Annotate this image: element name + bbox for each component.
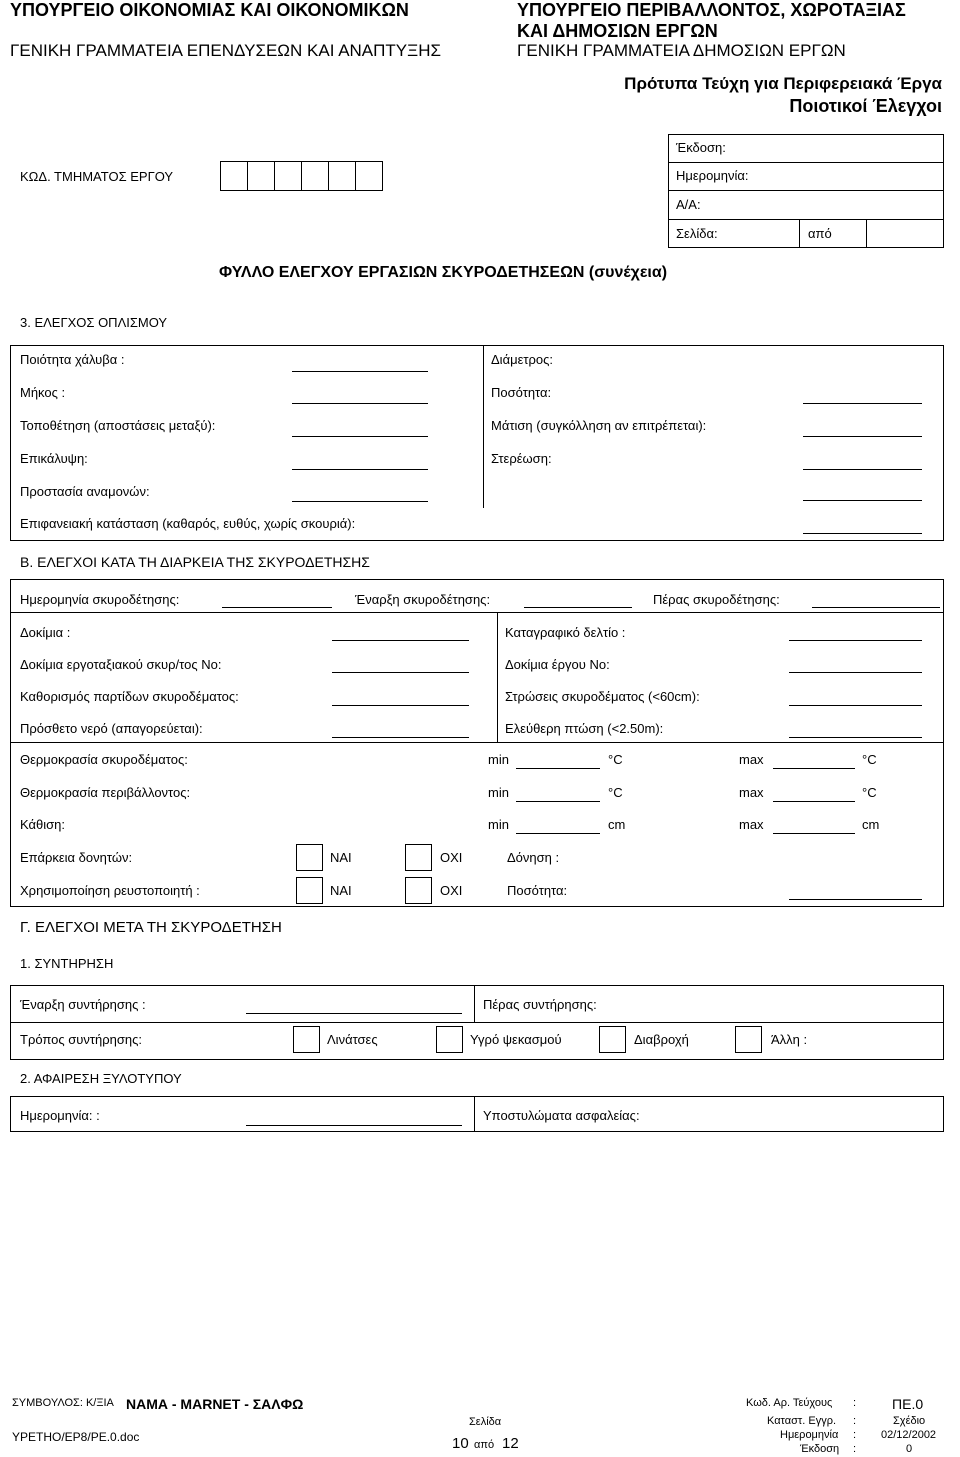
- batches-label: Καθορισμός παρτίδων σκυροδέματος:: [20, 689, 239, 704]
- wetting-label: Διαβροχή: [634, 1032, 689, 1047]
- vibration-label: Δόνηση :: [507, 850, 560, 865]
- date-label: Ημερομηνία:: [676, 168, 749, 183]
- surface-label: Επιφανειακή κατάσταση (καθαρός, ευθύς, χωρίς σκουριά):: [20, 516, 356, 531]
- formwork-date-label: Ημερομηνία: :: [20, 1108, 100, 1123]
- footer-status-label: Καταστ. Εγγρ.: [767, 1415, 837, 1427]
- footer-edition-colon: :: [853, 1443, 857, 1455]
- ambient-temp-min-field[interactable]: [516, 801, 600, 802]
- slump-min-label: min: [488, 817, 509, 832]
- free-fall-label: Ελεύθερη πτώση (<2.50m):: [505, 721, 664, 736]
- curing-method-label: Τρόπος συντήρησης:: [20, 1032, 143, 1047]
- footer-code-value: ΠΕ.0: [892, 1396, 924, 1412]
- concrete-temp-label: Θερμοκρασία σκυροδέματος:: [20, 752, 188, 767]
- vibrators-no-checkbox[interactable]: [405, 844, 432, 871]
- other-checkbox[interactable]: [735, 1026, 762, 1053]
- footer-page-num: 10: [452, 1435, 469, 1452]
- footer-page-word: Σελίδα: [469, 1416, 502, 1428]
- pour-end-field[interactable]: [812, 607, 940, 608]
- site-specimens-field[interactable]: [332, 672, 469, 673]
- footer-code-label: Κωδ. Αρ. Τεύχους: [746, 1397, 833, 1409]
- footer-date-label: Ημερομηνία: [780, 1429, 839, 1441]
- recorder-label: Καταγραφικό δελτίο :: [505, 625, 626, 640]
- spray-label: Υγρό ψεκασμού: [470, 1032, 562, 1047]
- curing-start-label: Έναρξη συντήρησης :: [20, 997, 146, 1012]
- length-label: Μήκος :: [20, 385, 66, 400]
- placement-label: Τοποθέτηση (αποστάσεις μεταξύ):: [20, 418, 216, 433]
- vibrators-label: Επάρκεια δονητών:: [20, 850, 133, 865]
- layers-field[interactable]: [789, 705, 922, 706]
- concrete-temp-max-label: max: [739, 752, 764, 767]
- slump-min-field[interactable]: [516, 833, 600, 834]
- added-water-field[interactable]: [332, 737, 469, 738]
- safety-props-label: Υποστυλώματα ασφαλείας:: [483, 1108, 640, 1123]
- other-label: Άλλη :: [771, 1032, 808, 1047]
- slump-min-unit: cm: [608, 817, 626, 832]
- section-g-title: Γ. ΕΛΕΓΧΟΙ ΜΕΤΑ ΤΗ ΣΚΥΡΟΔΕΤΗΣΗ: [20, 919, 282, 936]
- ambient-temp-max-field[interactable]: [773, 801, 855, 802]
- quantity-field[interactable]: [803, 403, 922, 404]
- curing-start-field[interactable]: [246, 1013, 462, 1014]
- lap-field[interactable]: [292, 469, 428, 470]
- burlap-label: Λινάτσες: [327, 1032, 378, 1047]
- form-title: ΦΥΛΛΟ ΕΛΕΓΧΟΥ ΕΡΓΑΣΙΩΝ ΣΚΥΡΟΔΕΤΗΣΕΩΝ (συνέχεια): [219, 264, 668, 281]
- pour-date-label: Ημερομηνία σκυροδέτησης:: [20, 592, 180, 607]
- ambient-temp-min-label: min: [488, 785, 509, 800]
- slump-label: Κάθιση:: [20, 817, 66, 832]
- footer-date-colon: :: [853, 1429, 857, 1441]
- project-specimens-field[interactable]: [789, 672, 922, 673]
- splice-field[interactable]: [803, 436, 922, 437]
- pour-start-field[interactable]: [524, 607, 632, 608]
- ministry-left-line1: ΥΠΟΥΡΓΕΙΟ ΟΙΚΟΝΟΜΙΑΣ ΚΑΙ ΟΙΚΟΝΟΜΙΚΩΝ: [10, 0, 409, 20]
- steel-quality-field[interactable]: [292, 371, 428, 372]
- steel-quality-label: Ποιότητα χάλυβα :: [20, 352, 125, 367]
- wetting-checkbox[interactable]: [599, 1026, 626, 1053]
- page-label: Σελίδα:: [676, 226, 718, 241]
- formwork-subtitle: 2. ΑΦΑΙΡΕΣΗ ΞΥΛΟΤΥΠΟΥ: [20, 1071, 182, 1086]
- pour-date-field[interactable]: [222, 607, 332, 608]
- anchors-field[interactable]: [292, 501, 428, 502]
- plasticizer-yes-checkbox[interactable]: [296, 877, 323, 904]
- layers-label: Στρώσεις σκυροδέματος (<60cm):: [505, 689, 700, 704]
- burlap-checkbox[interactable]: [293, 1026, 320, 1053]
- page-of-label: από: [808, 226, 832, 241]
- placement-field[interactable]: [292, 436, 428, 437]
- quantity-label: Ποσότητα:: [491, 385, 552, 400]
- consultant-prefix: ΣΥΜΒΟΥΛΟΣ: Κ/ΞΙΑ: [12, 1397, 114, 1409]
- section-3-title: 3. ΕΛΕΓΧΟΣ ΟΠΛΙΣΜΟΥ: [20, 315, 168, 330]
- lap-label: Επικάλυψη:: [20, 451, 88, 466]
- ambient-temp-min-unit: °C: [608, 785, 623, 800]
- slump-max-unit: cm: [862, 817, 880, 832]
- concrete-temp-max-field[interactable]: [773, 768, 855, 769]
- length-field[interactable]: [292, 403, 428, 404]
- project-code-label: ΚΩΔ. ΤΜΗΜΑΤΟΣ ΕΡΓΟΥ: [20, 169, 174, 184]
- plasticizer-yes-label: ΝΑΙ: [330, 883, 352, 898]
- spray-checkbox[interactable]: [436, 1026, 463, 1053]
- ministry-left-line2: ΓΕΝΙΚΗ ΓΡΑΜΜΑΤΕΙΑ ΕΠΕΝΔΥΣΕΩΝ ΚΑΙ ΑΝΑΠΤΥΞΗΣ: [10, 41, 441, 60]
- footer-status-colon: :: [853, 1415, 857, 1427]
- batches-field[interactable]: [332, 705, 469, 706]
- fixing-label: Στερέωση:: [491, 451, 552, 466]
- doc-title-2: Ποιοτικοί Έλεγχοι: [789, 96, 942, 116]
- specimens-field[interactable]: [332, 640, 469, 641]
- footer-status-value: Σχέδιο: [893, 1415, 926, 1427]
- concrete-temp-min-unit: °C: [608, 752, 623, 767]
- extra-field-1[interactable]: [803, 500, 922, 501]
- splice-label: Μάτιση (συγκόλληση αν επιτρέπεται):: [491, 418, 707, 433]
- ambient-temp-max-unit: °C: [862, 785, 877, 800]
- footer-edition-value: 0: [906, 1443, 913, 1455]
- doc-title-1: Πρότυπα Τεύχη για Περιφερειακά Έργα: [624, 74, 942, 93]
- plasticizer-quantity-field[interactable]: [789, 899, 922, 900]
- ambient-temp-label: Θερμοκρασία περιβάλλοντος:: [20, 785, 191, 800]
- concrete-temp-max-unit: °C: [862, 752, 877, 767]
- curing-dates-table: [10, 985, 944, 1023]
- footer-edition-label: Έκδοση: [800, 1443, 840, 1455]
- concrete-temp-min-label: min: [488, 752, 509, 767]
- project-specimens-label: Δοκίμια έργου Νο:: [505, 657, 610, 672]
- plasticizer-quantity-label: Ποσότητα:: [507, 883, 568, 898]
- formwork-date-field[interactable]: [246, 1125, 462, 1126]
- footer-page-of: από: [474, 1439, 495, 1451]
- vibrators-no-label: ΟΧΙ: [440, 850, 463, 865]
- slump-max-field[interactable]: [773, 833, 855, 834]
- added-water-label: Πρόσθετο νερό (απαγορεύεται):: [20, 721, 203, 736]
- footer-date-value: 02/12/2002: [881, 1429, 937, 1441]
- recorder-field[interactable]: [789, 640, 922, 641]
- ambient-temp-max-label: max: [739, 785, 764, 800]
- plasticizer-no-label: ΟΧΙ: [440, 883, 463, 898]
- pour-start-label: Έναρξη σκυροδέτησης:: [355, 592, 491, 607]
- pour-end-label: Πέρας σκυροδέτησης:: [653, 592, 780, 607]
- curing-end-label: Πέρας συντήρησης:: [483, 997, 597, 1012]
- vibrators-yes-label: ΝΑΙ: [330, 850, 352, 865]
- specimens-label: Δοκίμια :: [20, 625, 71, 640]
- ministry-right-line1: ΥΠΟΥΡΓΕΙΟ ΠΕΡΙΒΑΛΛΟΝΤΟΣ, ΧΩΡΟΤΑΞΙΑΣ: [517, 0, 906, 20]
- diameter-label: Διάμετρος:: [491, 352, 554, 367]
- footer-page-total: 12: [502, 1435, 519, 1452]
- serial-label: Α/Α:: [676, 197, 701, 212]
- vibrators-yes-checkbox[interactable]: [296, 844, 323, 871]
- section-b-table: [10, 579, 944, 907]
- anchors-label: Προστασία αναμονών:: [20, 484, 150, 499]
- plasticizer-label: Χρησιμοποίηση ρευστοποιητή :: [20, 883, 200, 898]
- surface-field[interactable]: [803, 533, 922, 534]
- site-specimens-label: Δοκίμια εργοταξιακού σκυρ/τος Νο:: [20, 657, 222, 672]
- consultant-name: ΝΑΜΑ - MARNET - ΣΑΛΦΩ: [126, 1396, 304, 1412]
- ministry-right-line3: ΓΕΝΙΚΗ ΓΡΑΜΜΑΤΕΙΑ ΔΗΜΟΣΙΩΝ ΕΡΓΩΝ: [517, 41, 846, 60]
- concrete-temp-min-field[interactable]: [516, 768, 600, 769]
- free-fall-field[interactable]: [789, 737, 922, 738]
- curing-subtitle: 1. ΣΥΝΤΗΡΗΣΗ: [20, 956, 114, 971]
- footer-code-colon: :: [853, 1397, 857, 1409]
- doc-filename: ΥΡΕΤΗΟ/ΕΡ8/ΡΕ.0.doc: [12, 1430, 140, 1444]
- fixing-field[interactable]: [803, 469, 922, 470]
- slump-max-label: max: [739, 817, 764, 832]
- edition-label: Έκδοση:: [676, 140, 726, 155]
- formwork-table: [10, 1096, 944, 1132]
- section-3-table: [10, 345, 944, 541]
- plasticizer-no-checkbox[interactable]: [405, 877, 432, 904]
- ministry-right-line2: ΚΑΙ ΔΗΜΟΣΙΩΝ ΕΡΓΩΝ: [517, 21, 718, 41]
- section-b-title: Β. ΕΛΕΓΧΟΙ ΚΑΤΑ ΤΗ ΔΙΑΡΚΕΙΑ ΤΗΣ ΣΚΥΡΟΔΕΤΗΣΗΣ: [20, 554, 370, 570]
